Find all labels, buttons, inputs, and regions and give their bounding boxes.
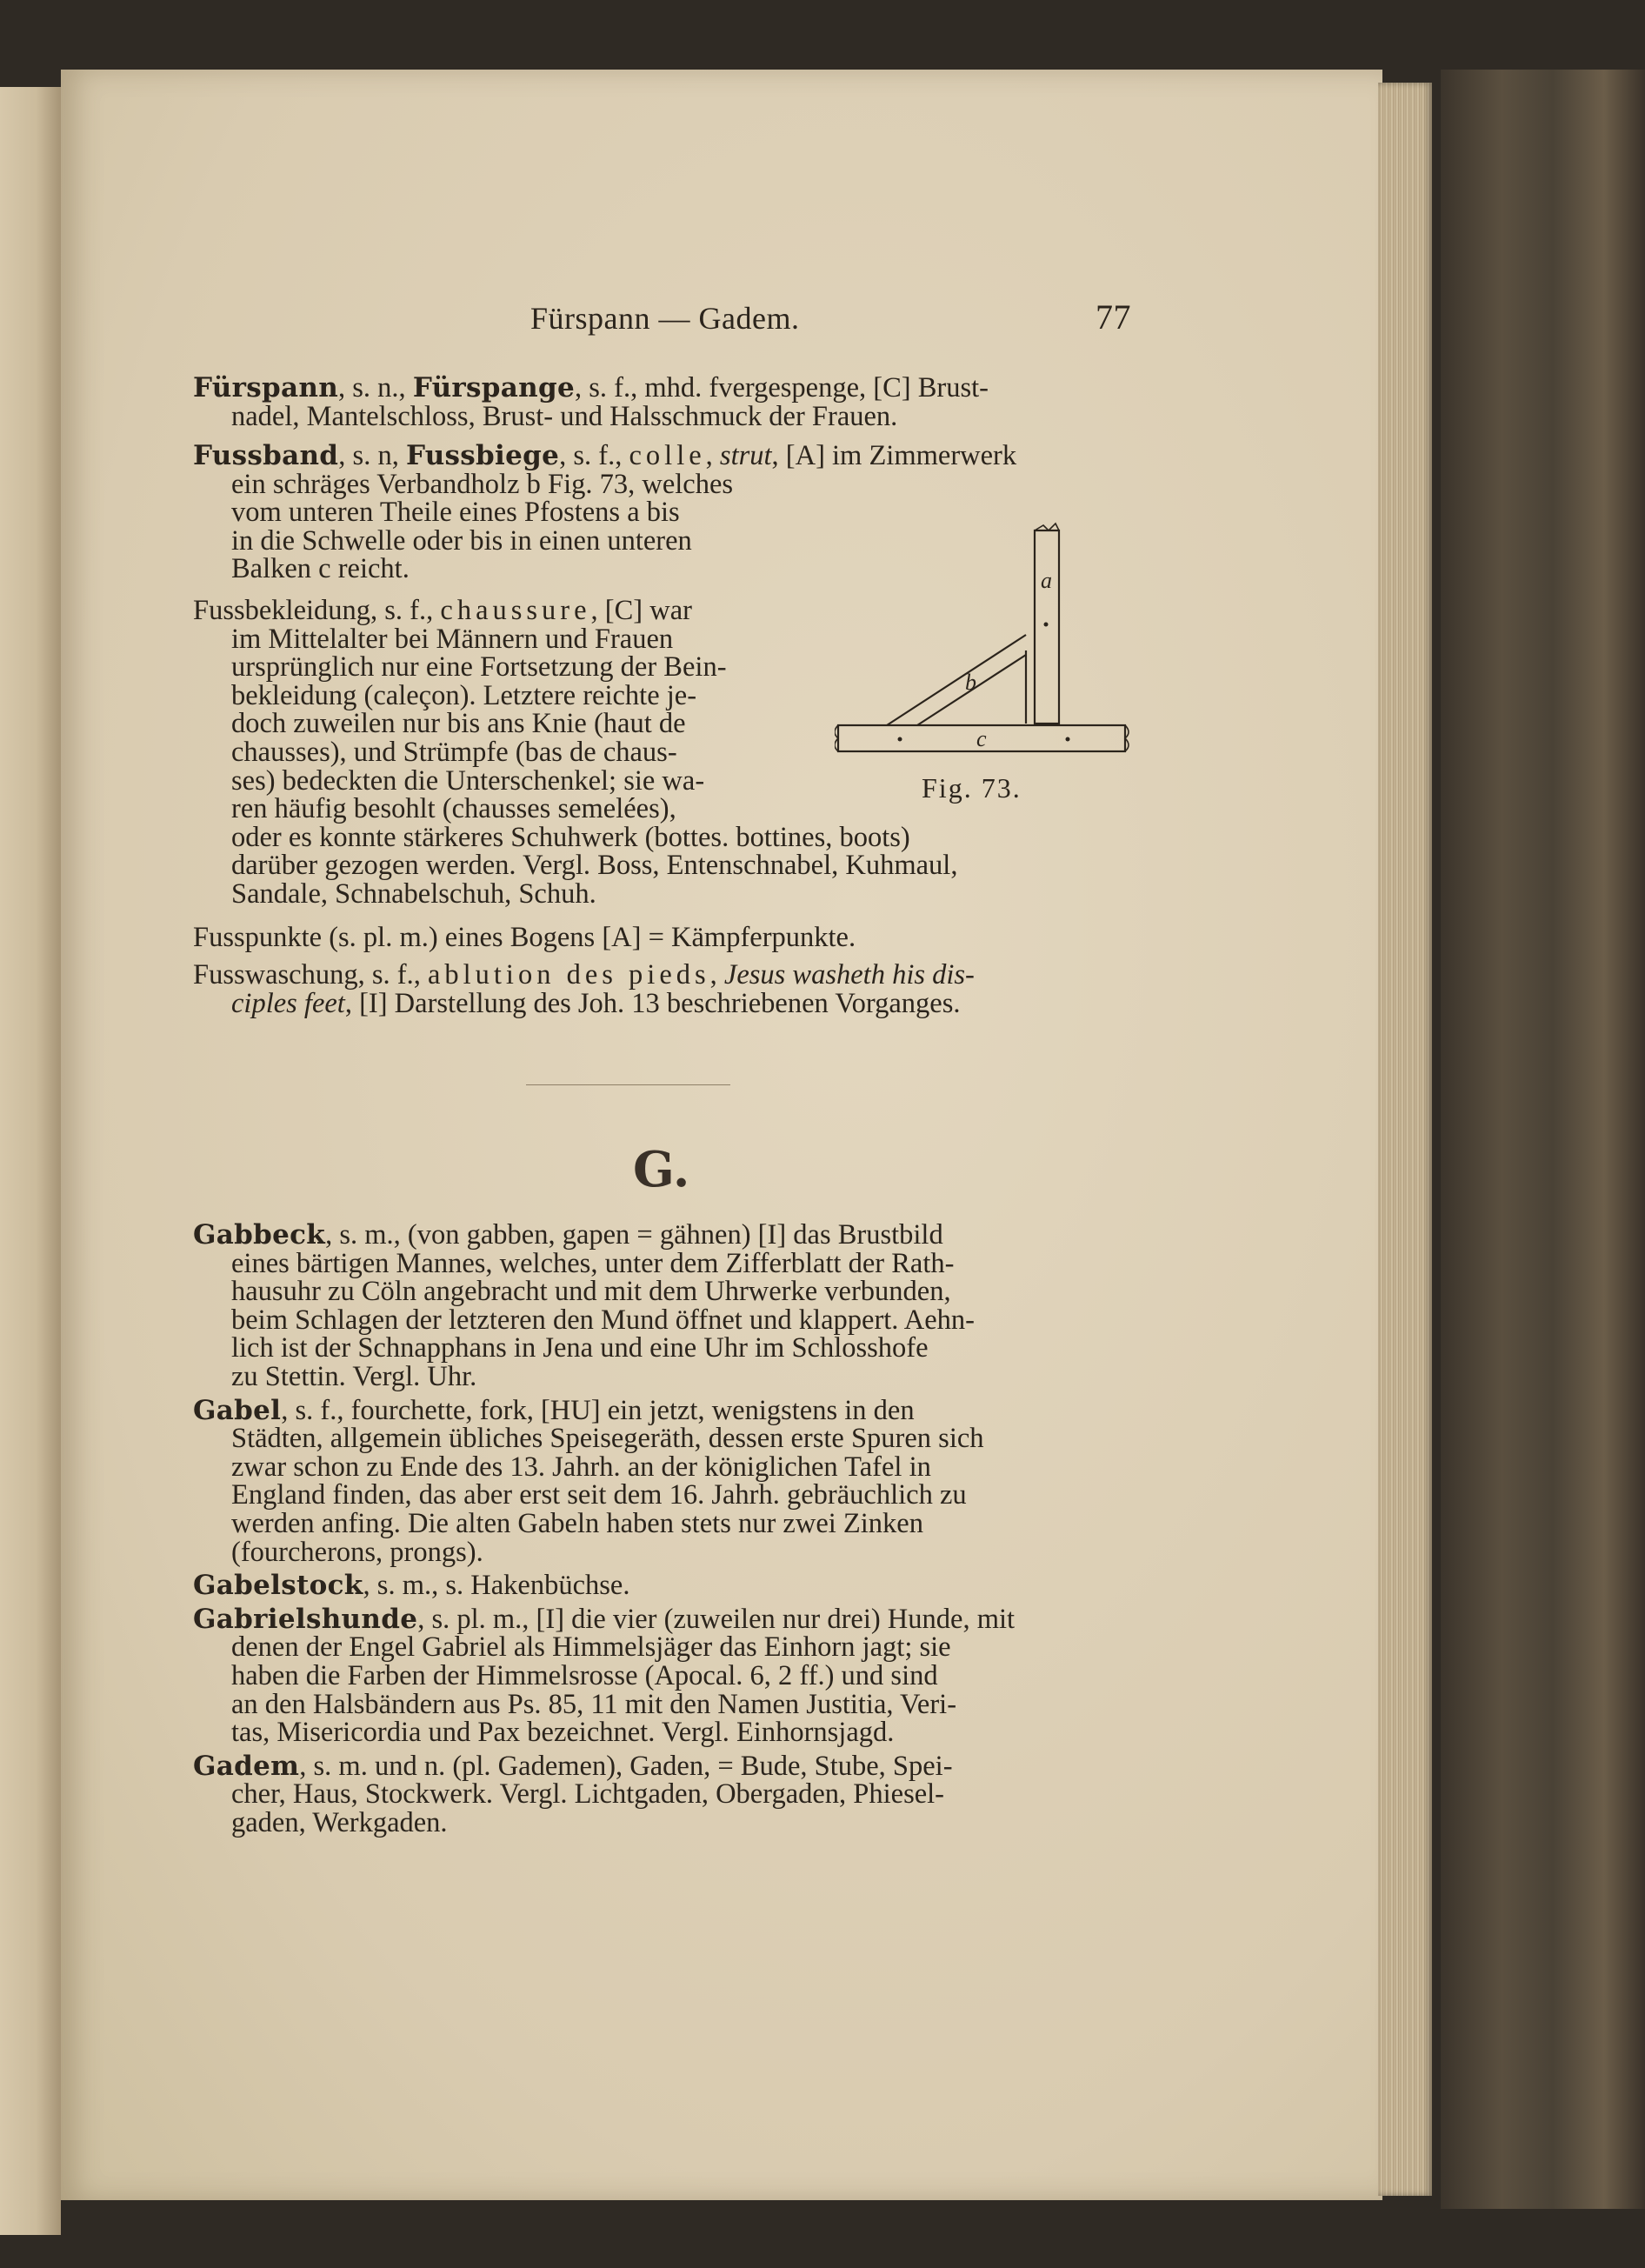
- headword: Fussbiege: [405, 440, 560, 471]
- entry-text: , s. m., s. Hakenbüchse.: [363, 1570, 630, 1602]
- entry-text: , s. f., mhd. fvergespenge, [C] Brust-: [575, 372, 989, 404]
- entry-line: denen der Engel Gabriel als Himmelsjäger das Einhorn jagt; sie: [231, 1631, 951, 1664]
- section-divider: [526, 1084, 730, 1085]
- entry-line: lich ist der Schnapphans in Jena und eine Uhr im Schlosshofe: [231, 1332, 929, 1364]
- section-g-entries: [193, 1221, 1141, 1837]
- entry-line: tas, Misericordia und Pax bezeichnet. Vergl. Einhornsjagd.: [231, 1717, 895, 1749]
- entry-text: , s. f.,: [559, 440, 629, 471]
- headword: Gabrielshunde: [193, 1603, 418, 1635]
- entry-line: haben die Farben der Himmelsrosse (Apocal. 6, 2 ff.) und sind: [231, 1659, 938, 1691]
- headword: Fusswaschung: [193, 959, 358, 991]
- entry-line: beim Schlagen der letzteren den Mund öffnet und klappert. Aehn-: [231, 1304, 975, 1336]
- entry-text: (s. pl. m.) eines Bogens [A] = Kämpferpunkte.: [322, 922, 856, 953]
- headword: Gabbeck: [193, 1219, 326, 1251]
- figure-73-diagram: [835, 511, 1148, 798]
- headword: Gadem: [193, 1750, 300, 1782]
- headword: Fussband: [193, 440, 339, 471]
- entry-line: doch zuweilen nur bis ans Knie (haut de: [231, 708, 686, 740]
- figure-label-b: b: [965, 670, 976, 695]
- left-page-edge: [0, 87, 61, 2235]
- entry-text: , s. f., fourchette, fork, [HU] ein jetzt, wenigstens in den: [281, 1394, 915, 1426]
- entry-gabrielshunde: [193, 1605, 1141, 1747]
- entry-line: im Mittelalter bei Männern und Frauen: [231, 623, 674, 655]
- entry-text: , s. m. und n. (pl. Gademen), Gaden, = Bude, Stube, Spei-: [299, 1750, 953, 1782]
- entry-line: hausuhr zu Cöln angebracht und mit dem Uhrwerke verbunden,: [231, 1276, 951, 1308]
- entry-text: , s. pl. m., [I] die vier (zuweilen nur drei) Hunde, mit: [417, 1603, 1016, 1635]
- figure-label-c: c: [976, 726, 987, 751]
- entry-gadem: [193, 1752, 1141, 1838]
- headword: Fussbekleidung: [193, 595, 371, 626]
- english-term: strut: [719, 440, 772, 471]
- entry-line: cher, Haus, Stockwerk. Vergl. Lichtgaden, Obergaden, Phiesel-: [231, 1778, 945, 1811]
- entry-fusspunkte: [193, 924, 1141, 952]
- entry-text: , [I] Darstellung des Joh. 13 beschriebenen Vorganges.: [344, 987, 961, 1019]
- entry-gabel: [193, 1394, 1141, 1568]
- english-term: Jesus washeth his dis-: [723, 959, 975, 991]
- headword: Gabelstock: [193, 1570, 363, 1602]
- entry-line: zu Stettin. Vergl. Uhr.: [231, 1360, 477, 1392]
- entry-gabbeck: [193, 1221, 1141, 1391]
- page-number: 77: [1096, 297, 1131, 337]
- entry-line: ren häufig besohlt (chausses semelées),: [231, 793, 676, 825]
- entry-line: darüber gezogen werden. Vergl. Boss, Entenschnabel, Kuhmaul,: [231, 850, 958, 882]
- entry-line: gaden, Werkgaden.: [231, 1806, 448, 1838]
- page-edges: [1378, 83, 1432, 2196]
- spaced-term: colle: [629, 440, 706, 471]
- headword: Gabel: [193, 1394, 282, 1426]
- headword: Fürspange: [412, 372, 575, 404]
- spaced-term: ablution des pieds: [427, 959, 710, 991]
- post-a: [1035, 530, 1059, 724]
- figure-label-a: a: [1041, 568, 1052, 593]
- entry-gabelstock: [193, 1571, 1141, 1600]
- entry-text: ,: [705, 440, 720, 471]
- entry-line: chausses), und Strümpfe (bas de chaus-: [231, 736, 677, 768]
- entry-fuerspann: [193, 374, 1141, 430]
- headword: Fusspunkte: [193, 922, 323, 953]
- entry-line: ses) bedeckten die Unterschenkel; sie wa-: [231, 764, 705, 797]
- entry-line: ursprünglich nur eine Fortsetzung der Bein-: [231, 651, 727, 684]
- entry-text: , [C] war: [590, 595, 692, 626]
- headword: Fürspann: [193, 372, 339, 404]
- entry-text: , s. f.,: [370, 595, 441, 626]
- brace-b: [887, 635, 1026, 725]
- entry-text: ,: [709, 959, 724, 991]
- entry-line: eines bärtigen Mannes, welches, unter dem Zifferblatt der Rath-: [231, 1247, 955, 1279]
- book-binding: [1441, 70, 1645, 2209]
- entry-continuation: nadel, Mantelschloss, Brust- und Halsschmuck der Frauen.: [231, 400, 898, 432]
- figure-caption: Fig. 73.: [922, 772, 1022, 804]
- entry-line: Städten, allgemein übliches Speisegeräth, dessen erste Spuren sich: [231, 1423, 984, 1455]
- entry-line: bekleidung (caleçon). Letztere reichte je-: [231, 679, 697, 711]
- entry-line: werden anfing. Die alten Gabeln haben stets nur zwei Zinken: [231, 1507, 923, 1539]
- entry-line: vom unteren Theile eines Pfostens a bis: [231, 497, 680, 529]
- entry-text: , s. m., (von gabben, gapen = gähnen) [I] das Brustbild: [325, 1219, 943, 1251]
- entry-text: , [A] im Zimmerwerk: [771, 440, 1017, 471]
- english-term: ciples feet: [231, 987, 345, 1019]
- entry-line: ein schräges Verbandholz b Fig. 73, welches: [231, 468, 734, 500]
- entry-text: , s. n,: [338, 440, 406, 471]
- entry-line: an den Halsbändern aus Ps. 85, 11 mit den Namen Justitia, Veri-: [231, 1688, 957, 1720]
- entry-line: Balken c reicht.: [231, 553, 410, 585]
- header-title: Fürspann — Gadem.: [530, 301, 800, 336]
- entry-line: zwar schon zu Ende des 13. Jahrh. an der königlichen Tafel in: [231, 1451, 931, 1483]
- entry-line: (fourcherons, prongs).: [231, 1536, 483, 1568]
- spaced-term: chaussure: [440, 595, 591, 626]
- entry-line: Sandale, Schnabelschuh, Schuh.: [231, 877, 596, 910]
- entry-line: England finden, das aber erst seit dem 16. Jahrh. gebräuchlich zu: [231, 1479, 967, 1511]
- entry-text: , s. f.,: [357, 959, 428, 991]
- entry-line: oder es konnte stärkeres Schuhwerk (bottes. bottines, boots): [231, 821, 910, 853]
- entry-text: , s. n.,: [338, 372, 413, 404]
- section-heading: G.: [633, 1141, 690, 1198]
- entry-fusswaschung: [193, 961, 1141, 1017]
- entry-line: in die Schwelle oder bis in einen unteren: [231, 524, 692, 557]
